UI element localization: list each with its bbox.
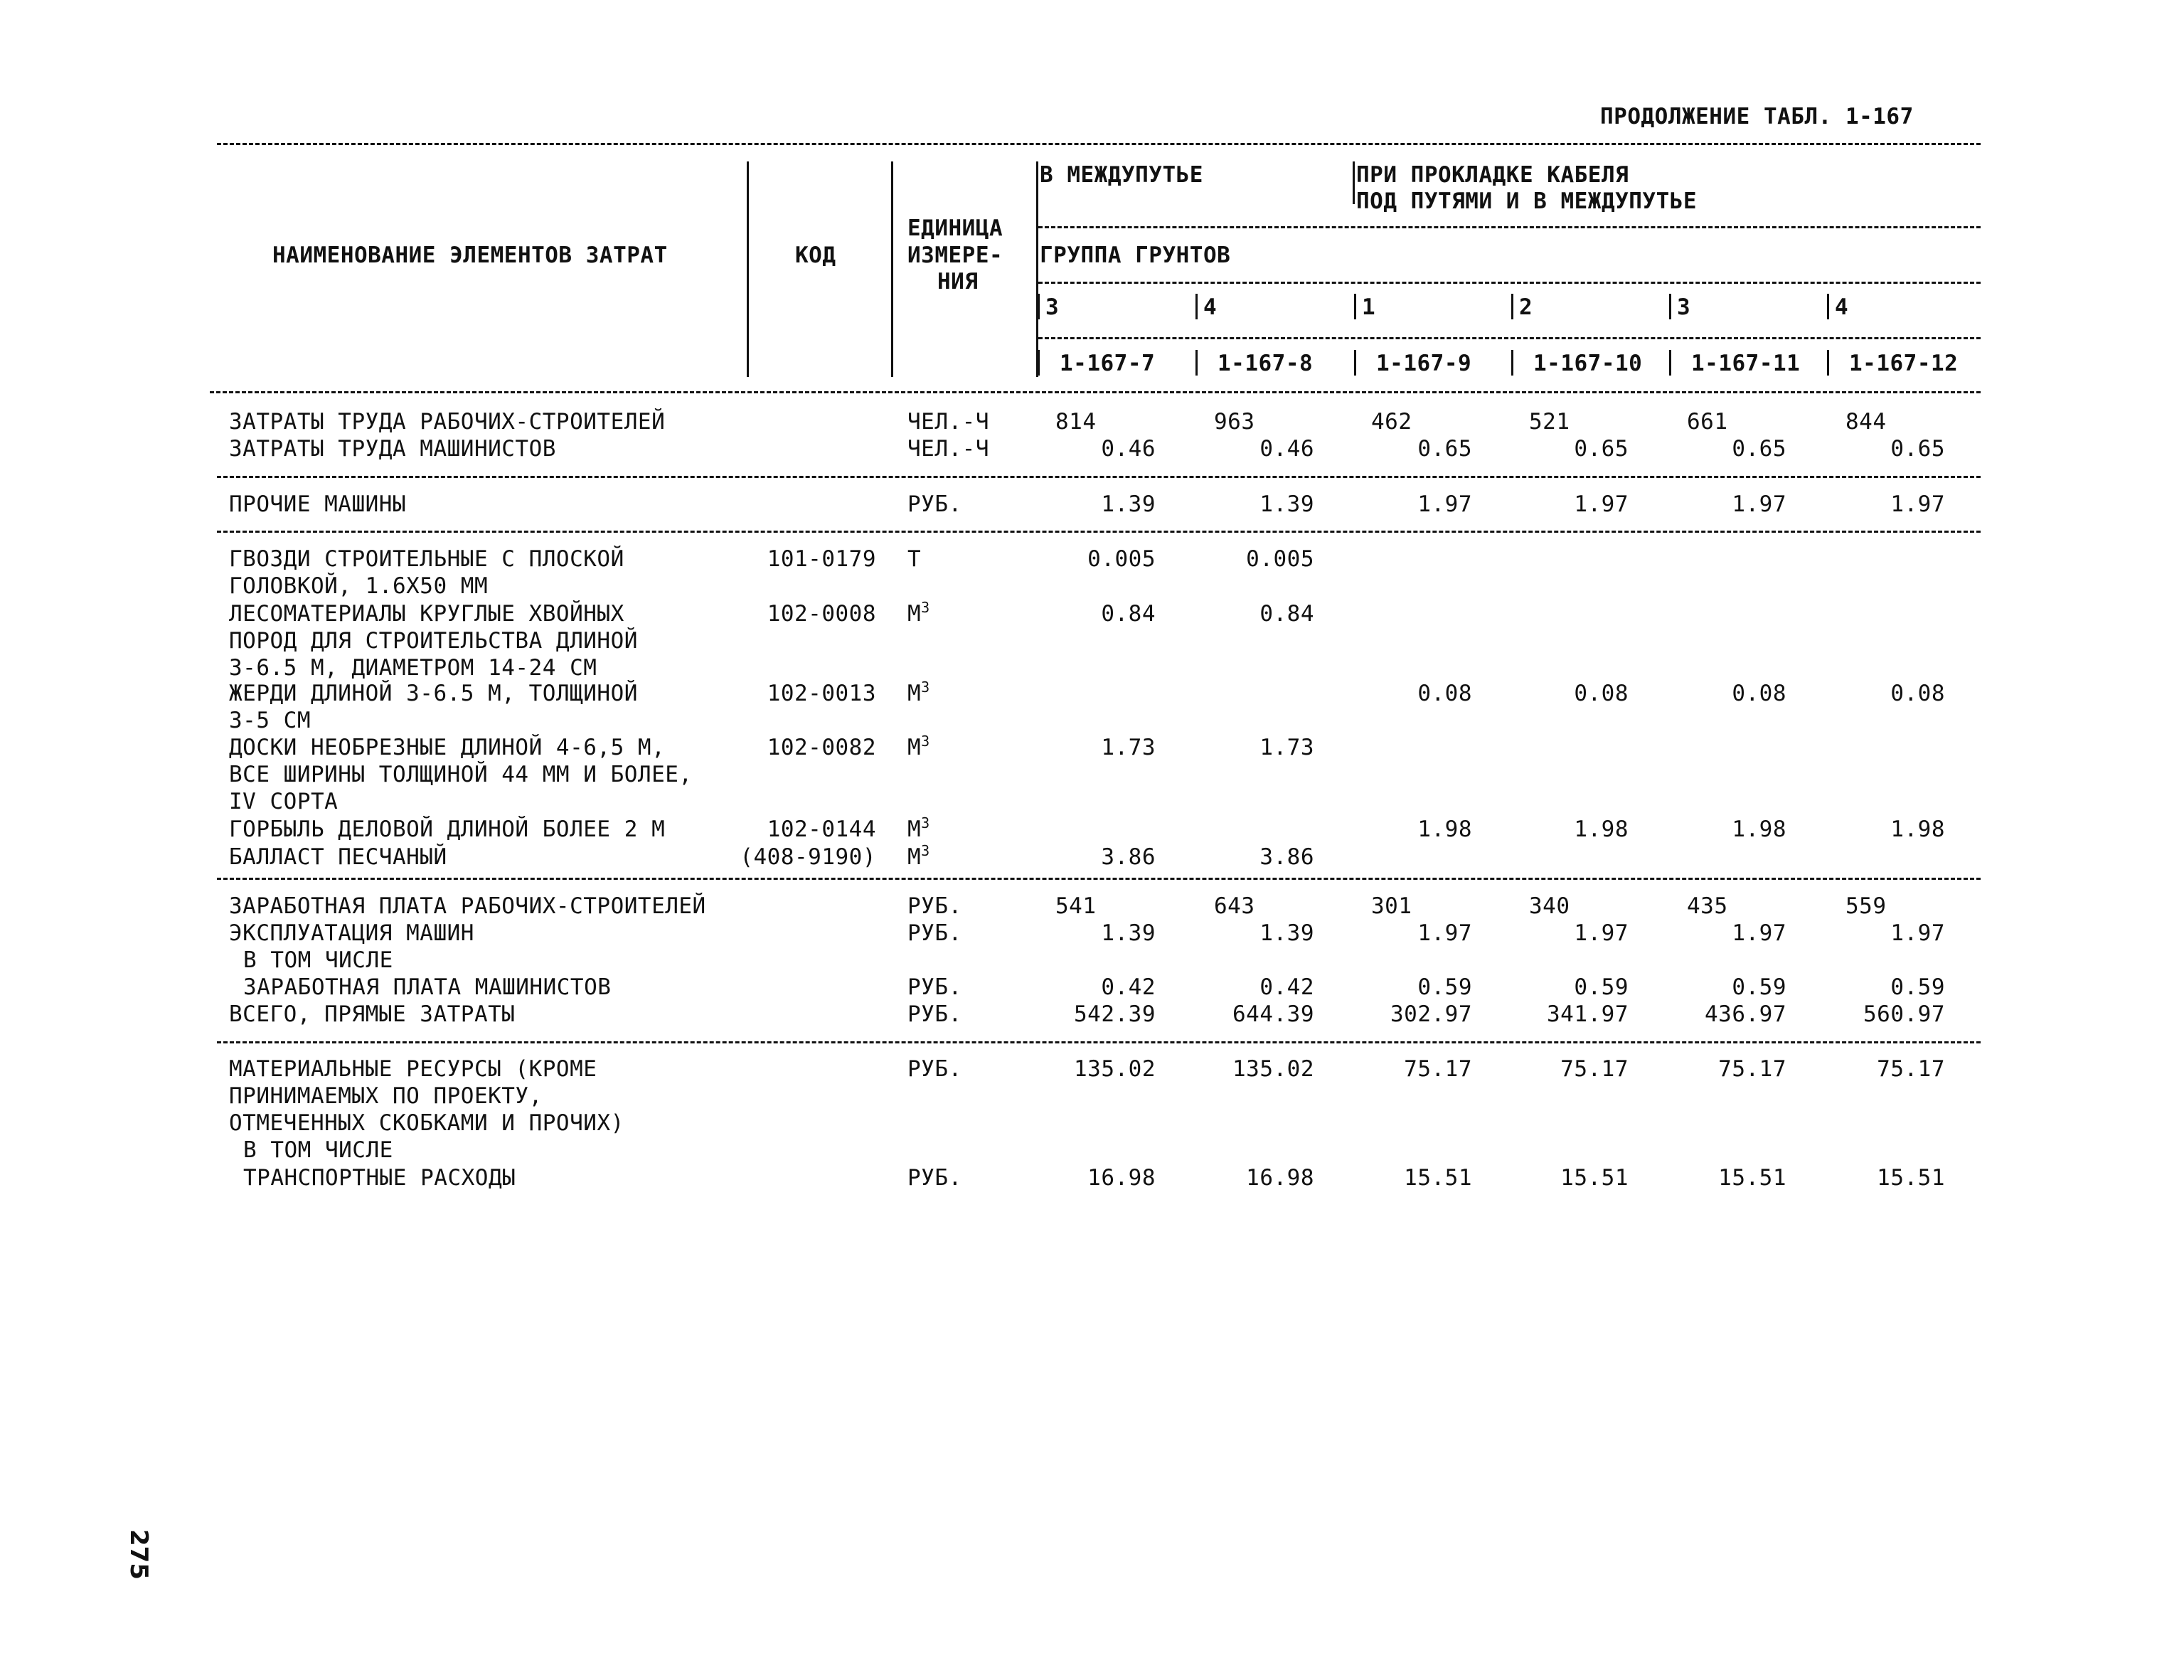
column-code: 1-167-8 — [1218, 351, 1314, 376]
row-value: 0.65 — [1890, 436, 1945, 462]
row-value: 0.59 — [1574, 974, 1629, 1000]
column-code-separator — [1038, 350, 1040, 376]
page-number: 275 — [124, 1529, 153, 1580]
row-code: 102-0013 — [767, 681, 876, 706]
row-value: 135.02 — [1232, 1056, 1314, 1082]
row-value: 0.59 — [1417, 974, 1472, 1000]
row-name-line: ЭКСПЛУАТАЦИЯ МАШИН — [229, 920, 474, 946]
row-value: 643 — [1214, 893, 1255, 919]
row-value: 814 — [1055, 409, 1097, 435]
row-value: 0.65 — [1574, 436, 1629, 462]
row-name-line: В ТОМ ЧИСЛЕ — [243, 1137, 393, 1163]
rule-header-2 — [1038, 282, 1981, 284]
row-value: 15.51 — [1404, 1165, 1472, 1191]
row-code: 102-0082 — [767, 735, 876, 760]
row-value: 75.17 — [1404, 1056, 1472, 1082]
header-group-cable-line-2: ПОД ПУТЯМИ И В МЕЖДУПУТЬЕ — [1356, 188, 1698, 214]
header-group-cable-line-1: ПРИ ПРОКЛАДКЕ КАБЕЛЯ — [1356, 162, 1629, 188]
row-value: 1.97 — [1890, 920, 1945, 946]
rule-header-1 — [1038, 226, 1981, 228]
row-value: 0.42 — [1259, 974, 1314, 1000]
row-name-line: 3-5 СМ — [229, 708, 311, 733]
soil-number-separator — [1511, 294, 1513, 319]
row-name-line: IV СОРТА — [229, 789, 339, 814]
row-name-line: ЗАРАБОТНАЯ ПЛАТА РАБОЧИХ-СТРОИТЕЛЕЙ — [229, 893, 706, 919]
row-value: 1.73 — [1259, 735, 1314, 760]
row-name-line: ПОРОД ДЛЯ СТРОИТЕЛЬСТВА ДЛИНОЙ — [229, 628, 638, 654]
row-value: 1.98 — [1890, 817, 1945, 842]
soil-number-separator — [1669, 294, 1671, 319]
row-name-line: ВСЕГО, ПРЯМЫЕ ЗАТРАТЫ — [229, 1001, 516, 1027]
row-name-line: ГОРБЫЛЬ ДЕЛОВОЙ ДЛИНОЙ БОЛЕЕ 2 М — [229, 817, 666, 842]
row-value: 1.97 — [1732, 920, 1786, 946]
row-value: 1.97 — [1732, 491, 1786, 517]
row-value: 3.86 — [1101, 844, 1156, 870]
row-value: 1.39 — [1259, 920, 1314, 946]
row-name-line: ЗАРАБОТНАЯ ПЛАТА МАШИНИСТОВ — [243, 974, 612, 1000]
row-value: 541 — [1055, 893, 1097, 919]
row-value: 15.51 — [1718, 1165, 1786, 1191]
row-value: 0.46 — [1101, 436, 1156, 462]
row-name-line: ГВОЗДИ СТРОИТЕЛЬНЫЕ С ПЛОСКОЙ — [229, 546, 624, 572]
soil-group-number: 4 — [1835, 294, 1849, 320]
row-value: 644.39 — [1232, 1001, 1314, 1027]
rule-section-3 — [217, 878, 1981, 880]
row-value: 341.97 — [1547, 1001, 1629, 1027]
column-code: 1-167-10 — [1533, 351, 1643, 376]
row-value: 661 — [1687, 409, 1728, 435]
row-name-line: ЛЕСОМАТЕРИАЛЫ КРУГЛЫЕ ХВОЙНЫХ — [229, 601, 624, 627]
column-code: 1-167-9 — [1376, 351, 1472, 376]
soil-group-number: 3 — [1677, 294, 1691, 320]
row-name-line: ЖЕРДИ ДЛИНОЙ 3-6.5 М, ТОЛЩИНОЙ — [229, 681, 638, 706]
row-value: 1.98 — [1574, 817, 1629, 842]
row-code: 102-0144 — [767, 817, 876, 842]
row-name-line: ЗАТРАТЫ ТРУДА РАБОЧИХ-СТРОИТЕЛЕЙ — [229, 409, 666, 435]
row-value: 559 — [1845, 893, 1887, 919]
row-unit: РУБ. — [907, 974, 962, 1000]
row-value: 0.84 — [1259, 601, 1314, 627]
row-value: 75.17 — [1560, 1056, 1629, 1082]
row-unit: Т — [907, 546, 922, 572]
header-unit-line-1: ЕДИНИЦА — [907, 216, 1003, 241]
column-code: 1-167-11 — [1691, 351, 1801, 376]
row-value: 0.005 — [1087, 546, 1156, 572]
rule-section-2 — [217, 531, 1981, 533]
row-value: 435 — [1687, 893, 1728, 919]
row-name-line: ПРИНИМАЕМЫХ ПО ПРОЕКТУ, — [229, 1083, 543, 1109]
row-value: 1.97 — [1890, 491, 1945, 517]
row-value: 0.59 — [1890, 974, 1945, 1000]
row-code: 101-0179 — [767, 546, 876, 572]
header-unit-line-3: НИЯ — [937, 269, 979, 294]
soil-group-number: 1 — [1362, 294, 1376, 320]
separator-after-name — [747, 161, 749, 377]
row-value: 1.97 — [1417, 920, 1472, 946]
row-name-line: МАТЕРИАЛЬНЫЕ РЕСУРСЫ (КРОМЕ — [229, 1056, 597, 1082]
row-value: 75.17 — [1718, 1056, 1786, 1082]
rule-section-4 — [217, 1041, 1981, 1043]
separator-group-b — [1353, 161, 1355, 204]
row-value: 1.97 — [1574, 920, 1629, 946]
rule-top — [217, 143, 1981, 145]
row-unit: $М^3$ — [907, 679, 930, 706]
row-unit: РУБ. — [907, 1165, 962, 1191]
row-value: 0.42 — [1101, 974, 1156, 1000]
row-value: 963 — [1214, 409, 1255, 435]
row-value: 542.39 — [1074, 1001, 1156, 1027]
row-unit: $М^3$ — [907, 733, 930, 760]
row-value: 135.02 — [1074, 1056, 1156, 1082]
row-value: 436.97 — [1705, 1001, 1786, 1027]
header-group-between-tracks: В МЕЖДУПУТЬЕ — [1040, 162, 1203, 188]
row-value: 75.17 — [1877, 1056, 1945, 1082]
row-value: 0.08 — [1417, 681, 1472, 706]
row-unit: РУБ. — [907, 491, 962, 517]
row-value: 302.97 — [1390, 1001, 1472, 1027]
header-code-column: КОД — [795, 243, 836, 268]
row-name-line: ТРАНСПОРТНЫЕ РАСХОДЫ — [243, 1165, 516, 1191]
soil-group-number: 3 — [1045, 294, 1060, 320]
row-value: 0.59 — [1732, 974, 1786, 1000]
row-name-line: В ТОМ ЧИСЛЕ — [243, 947, 393, 973]
separator-after-unit — [1036, 161, 1038, 377]
rule-header-bottom — [210, 391, 1981, 393]
row-unit: $М^3$ — [907, 599, 930, 627]
continuation-title: ПРОДОЛЖЕНИЕ ТАБЛ. 1-167 — [1600, 104, 1914, 129]
header-name-column: НАИМЕНОВАНИЕ ЭЛЕМЕНТОВ ЗАТРАТ — [272, 243, 668, 268]
row-value: 0.65 — [1417, 436, 1472, 462]
row-value: 844 — [1845, 409, 1887, 435]
row-value: 1.97 — [1417, 491, 1472, 517]
column-code-separator — [1195, 350, 1198, 376]
row-value: 0.08 — [1890, 681, 1945, 706]
soil-group-number: 4 — [1203, 294, 1218, 320]
row-code: (408-9190) — [740, 844, 876, 870]
row-value: 462 — [1371, 409, 1412, 435]
soil-number-separator — [1354, 294, 1356, 319]
row-unit: $М^3$ — [907, 814, 930, 842]
row-value: 1.39 — [1101, 920, 1156, 946]
row-value: 16.98 — [1246, 1165, 1314, 1191]
soil-group-number: 2 — [1519, 294, 1533, 320]
row-value: 560.97 — [1863, 1001, 1945, 1027]
row-name-line: ГОЛОВКОЙ, 1.6Х50 ММ — [229, 573, 489, 599]
row-name-line: ОТМЕЧЕННЫХ СКОБКАМИ И ПРОЧИХ) — [229, 1110, 624, 1136]
column-code: 1-167-12 — [1849, 351, 1959, 376]
rule-section-1 — [217, 476, 1981, 478]
row-value: 0.005 — [1246, 546, 1314, 572]
row-unit: РУБ. — [907, 893, 962, 919]
row-unit: РУБ. — [907, 1001, 962, 1027]
row-value: 0.08 — [1574, 681, 1629, 706]
row-name-line: 3-6.5 М, ДИАМЕТРОМ 14-24 СМ — [229, 655, 597, 681]
row-value: 15.51 — [1560, 1165, 1629, 1191]
row-value: 1.73 — [1101, 735, 1156, 760]
row-name-line: ПРОЧИЕ МАШИНЫ — [229, 491, 407, 517]
row-value: 16.98 — [1087, 1165, 1156, 1191]
row-value: 0.46 — [1259, 436, 1314, 462]
row-value: 1.98 — [1732, 817, 1786, 842]
rule-header-3 — [1038, 337, 1981, 339]
row-unit: ЧЕЛ.-Ч — [907, 409, 989, 435]
row-value: 15.51 — [1877, 1165, 1945, 1191]
row-value: 1.98 — [1417, 817, 1472, 842]
row-value: 3.86 — [1259, 844, 1314, 870]
column-code: 1-167-7 — [1060, 351, 1156, 376]
header-unit-line-2: ИЗМЕРЕ- — [907, 243, 1003, 268]
row-value: 0.65 — [1732, 436, 1786, 462]
row-value: 521 — [1529, 409, 1570, 435]
row-value: 340 — [1529, 893, 1570, 919]
column-code-separator — [1669, 350, 1671, 376]
column-code-separator — [1511, 350, 1513, 376]
column-code-separator — [1354, 350, 1356, 376]
row-value: 1.39 — [1101, 491, 1156, 517]
row-unit: РУБ. — [907, 1056, 962, 1082]
row-unit: ЧЕЛ.-Ч — [907, 436, 989, 462]
soil-number-separator — [1195, 294, 1198, 319]
soil-number-separator — [1827, 294, 1829, 319]
row-code: 102-0008 — [767, 601, 876, 627]
row-name-line: БАЛЛАСТ ПЕСЧАНЫЙ — [229, 844, 447, 870]
row-value: 1.39 — [1259, 491, 1314, 517]
column-code-separator — [1827, 350, 1829, 376]
header-soil-group: ГРУППА ГРУНТОВ — [1040, 243, 1231, 268]
row-value: 1.97 — [1574, 491, 1629, 517]
soil-number-separator — [1038, 294, 1040, 319]
row-name-line: ВСЕ ШИРИНЫ ТОЛЩИНОЙ 44 ММ И БОЛЕЕ, — [229, 762, 693, 787]
row-value: 0.08 — [1732, 681, 1786, 706]
row-value: 301 — [1371, 893, 1412, 919]
row-value: 0.84 — [1101, 601, 1156, 627]
row-unit: $М^3$ — [907, 842, 930, 870]
row-unit: РУБ. — [907, 920, 962, 946]
row-name-line: ЗАТРАТЫ ТРУДА МАШИНИСТОВ — [229, 436, 556, 462]
row-name-line: ДОСКИ НЕОБРЕЗНЫЕ ДЛИНОЙ 4-6,5 М, — [229, 735, 666, 760]
separator-after-code — [891, 161, 893, 377]
